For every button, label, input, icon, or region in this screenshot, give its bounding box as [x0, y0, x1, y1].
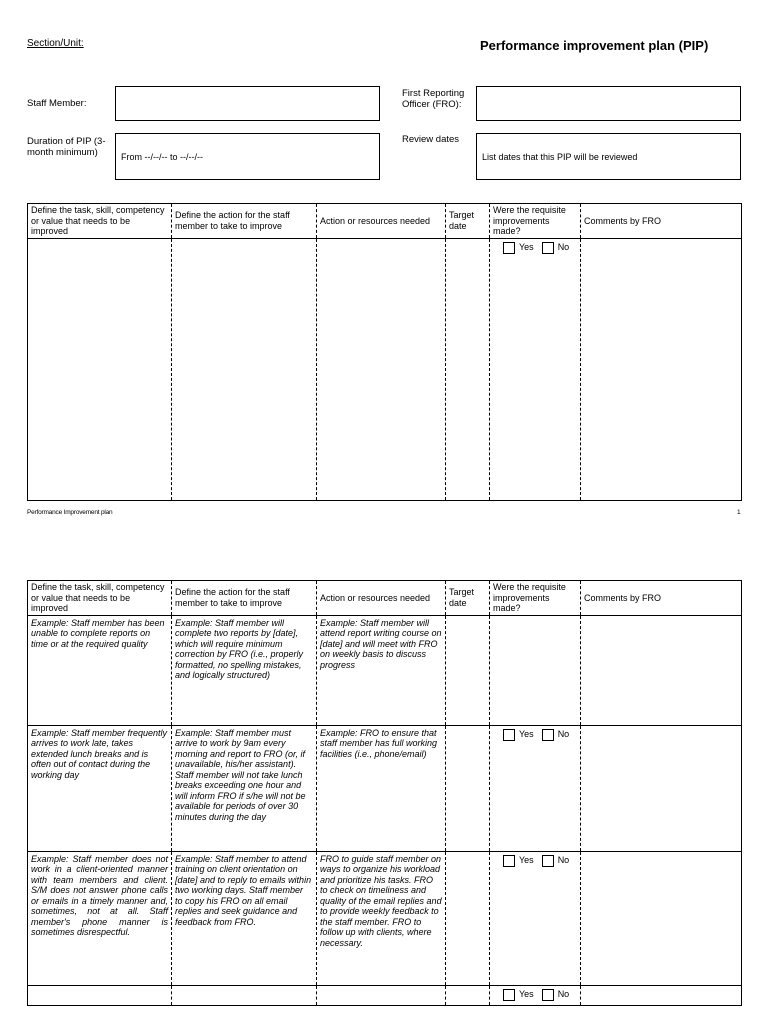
table-row: [28, 238, 742, 500]
no-label: No: [557, 729, 570, 740]
example-task-cell: Example: Staff member frequently arrives to work late, takes extended lunch breaks and is often out of contact during the working day: [28, 725, 172, 851]
header-improvements: Were the requisite improvements made?: [490, 204, 581, 239]
header-action: Define the action for the staff member to take to improve: [172, 581, 317, 616]
page-title: Performance improvement plan (PIP): [480, 38, 709, 53]
yes-checkbox[interactable]: [503, 989, 515, 1001]
review-dates-label: Review dates: [402, 134, 460, 145]
example-task-cell: Example: Staff member has been unable to complete reports on time or at the required quality: [28, 615, 172, 725]
target-date-cell[interactable]: [446, 851, 490, 985]
header-target-date: Target date: [446, 581, 490, 616]
improvements-cell: [490, 725, 581, 851]
example-resources-cell: Example: Staff member will attend report writing course on [date] and will meet with FRO on weekly basis to discuss progress: [317, 615, 446, 725]
no-checkbox[interactable]: [542, 989, 554, 1001]
yes-label: Yes: [519, 989, 534, 1000]
pip-table-2: [27, 580, 742, 1006]
table-header-row: [28, 204, 742, 239]
fro-label: First Reporting Officer (FRO):: [402, 88, 465, 110]
resources-cell[interactable]: [317, 238, 446, 500]
improvements-cell: [490, 985, 581, 1005]
target-date-cell[interactable]: [446, 725, 490, 851]
duration-value: From --/--/-- to --/--/--: [121, 152, 203, 162]
section-unit-label: Section/Unit:: [27, 38, 84, 49]
footer-document-name: Performance Improvement plan: [27, 509, 113, 516]
example-action-cell: Example: Staff member to attend training on client orientation on [date] and to reply to emails within two working days. Staff member to copy his FRO on all email replies and seek guidance and feedback from FRO.: [172, 851, 317, 985]
staff-member-field[interactable]: [115, 86, 380, 121]
review-dates-value: List dates that this PIP will be reviewed: [482, 152, 638, 162]
header-target-date: Target date: [446, 204, 490, 239]
target-date-cell[interactable]: [446, 985, 490, 1005]
yes-label: Yes: [519, 242, 534, 253]
header-resources: Action or resources needed: [317, 204, 446, 239]
yes-label: Yes: [519, 855, 534, 866]
no-checkbox[interactable]: [542, 855, 554, 867]
no-label: No: [557, 242, 570, 253]
task-cell[interactable]: [28, 238, 172, 500]
pip-table-1: [27, 203, 742, 501]
comments-cell[interactable]: [581, 851, 742, 985]
target-date-cell[interactable]: [446, 238, 490, 500]
no-checkbox[interactable]: [542, 729, 554, 741]
action-cell[interactable]: [172, 238, 317, 500]
example-resources-cell: Example: FRO to ensure that staff member has full working facilities (i.e., phone/email): [317, 725, 446, 851]
example-resources-cell: FRO to guide staff member on ways to organize his workload and prioritize his tasks. FRO to check on timeliness and quality of the email replies and to provide weekly feedback to the staff member. FRO to follow up with clients, where necessary.: [317, 851, 446, 985]
resources-cell[interactable]: [317, 985, 446, 1005]
header-action: Define the action for the staff member to take to improve: [172, 204, 317, 239]
action-cell[interactable]: [172, 985, 317, 1005]
example-action-cell: Example: Staff member must arrive to work by 9am every morning and report to FRO (or, if unavailable, his/her assistant). Staff member will not take lunch breaks exceeding one hour and will inform FRO if s/he will not be available for periods of over 30 minutes during the day: [172, 725, 317, 851]
no-checkbox[interactable]: [542, 242, 554, 254]
table-row: [28, 985, 742, 1005]
staff-member-label: Staff Member:: [27, 98, 87, 109]
yes-label: Yes: [519, 729, 534, 740]
comments-cell[interactable]: [581, 725, 742, 851]
no-label: No: [557, 855, 570, 866]
header-task: Define the task, skill, competency or value that needs to be improved: [28, 581, 172, 616]
target-date-cell[interactable]: [446, 615, 490, 725]
header-task: Define the task, skill, competency or value that needs to be improved: [28, 204, 172, 239]
header-comments: Comments by FRO: [581, 204, 742, 239]
example-task-cell: Example: Staff member does not work in a client-oriented manner with team members and client. S/M does not answer phone calls or emails in a timely manner and, sometimes, not at all. Staff member's phone manner is sometimes disrespectful.: [28, 851, 172, 985]
fro-field[interactable]: [476, 86, 741, 121]
table-row: [28, 851, 742, 985]
example-action-cell: Example: Staff member will complete two reports by [date], which will require minimum correction by FRO (i.e., properly formatted, no spelling mistakes, and logically structured): [172, 615, 317, 725]
yes-checkbox[interactable]: [503, 242, 515, 254]
duration-field[interactable]: [115, 133, 380, 180]
comments-cell[interactable]: [581, 985, 742, 1005]
improvements-cell: [490, 851, 581, 985]
header-improvements: Were the requisite improvements made?: [490, 581, 581, 616]
header-resources: Action or resources needed: [317, 581, 446, 616]
yes-checkbox[interactable]: [503, 729, 515, 741]
duration-label: Duration of PIP (3- month minimum): [27, 136, 106, 158]
footer-page-number: 1: [737, 509, 741, 516]
improvements-cell: [490, 238, 581, 500]
table-header-row: [28, 581, 742, 616]
review-dates-field[interactable]: [476, 133, 741, 180]
table-row: [28, 725, 742, 851]
comments-cell[interactable]: [581, 615, 742, 725]
improvements-cell: [490, 615, 581, 725]
comments-cell[interactable]: [581, 238, 742, 500]
yes-checkbox[interactable]: [503, 855, 515, 867]
task-cell[interactable]: [28, 985, 172, 1005]
no-label: No: [557, 989, 570, 1000]
header-comments: Comments by FRO: [581, 581, 742, 616]
table-row: [28, 615, 742, 725]
